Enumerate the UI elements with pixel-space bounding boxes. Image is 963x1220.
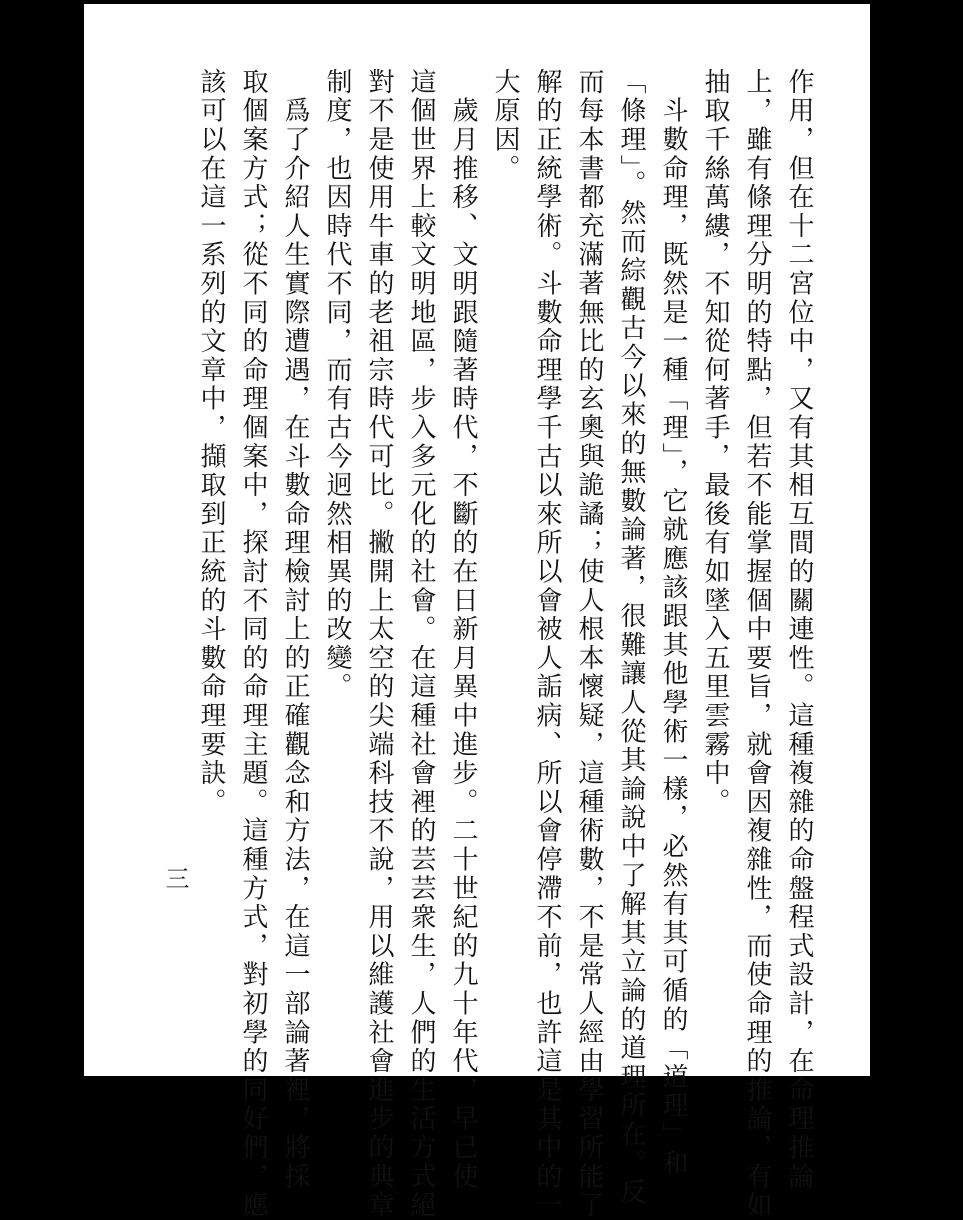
text-column-10: 這個世界上較文明地區，步入多元化的社會。在這種社會裡的芸芸衆生，人們的生活方式絕 [406,68,436,1220]
text-column-15: 該可以在這一系列的文章中，擷取到正統的斗數命理要訣。 [196,68,226,817]
text-column-13: 爲了介紹人生實際遭遇，在斗數命理檢討上的正確觀念和方法，在這一部論著裡，將採 [280,68,310,1192]
text-column-5: 「條理」。然而綜觀古今以來的無數論著，很難讓人從其論說中了解其立論的道理所在。反 [616,68,646,1207]
text-column-6: 而每本書都充滿著無比的玄奧與詭譎；使人根本懷疑，這種術數，不是常人經由學習所能了 [574,68,604,1220]
text-column-9: 歲月推移、文明跟隨著時代，不斷的在日新月異中進步。二十世紀的九十年代，早已使 [448,68,478,1192]
text-column-12: 制度，也因時代不同，而有古今迥然相異的改變。 [322,68,352,702]
text-column-8: 大原因。 [490,68,520,184]
page-number: 三 [161,866,189,890]
text-column-14: 取個案方式；從不同的命理個案中，探討不同的命理主題。這種方式，對初學的同好們，應 [238,68,268,1220]
book-page [84,4,870,1220]
text-column-3: 抽取千絲萬縷，不知從何著手，最後有如墜入五里雲霧中。 [700,68,730,817]
text-column-11: 對不是使用牛車的老祖宗時代可比。撇開上太空的尖端科技不說，用以維護社會進步的典章 [364,68,394,1220]
text-column-7: 解的正統學術。斗數命理學千古以來所以會被人詬病、所以會停滯不前，也許這是其中的一 [532,68,562,1220]
text-column-2: 上，雖有條理分明的特點，但若不能掌握個中要旨，就會因複雜性，而使命理的推論，有如 [742,68,772,1220]
text-column-1: 作用，但在十二宮位中，又有其相互間的關連性。這種複雜的命盤程式設計，在命理推論 [784,68,814,1192]
text-column-4: 斗數命理，既然是一種「理」，它就應該跟其他學術一樣，必然有其可循的「道理」和 [658,68,688,1179]
